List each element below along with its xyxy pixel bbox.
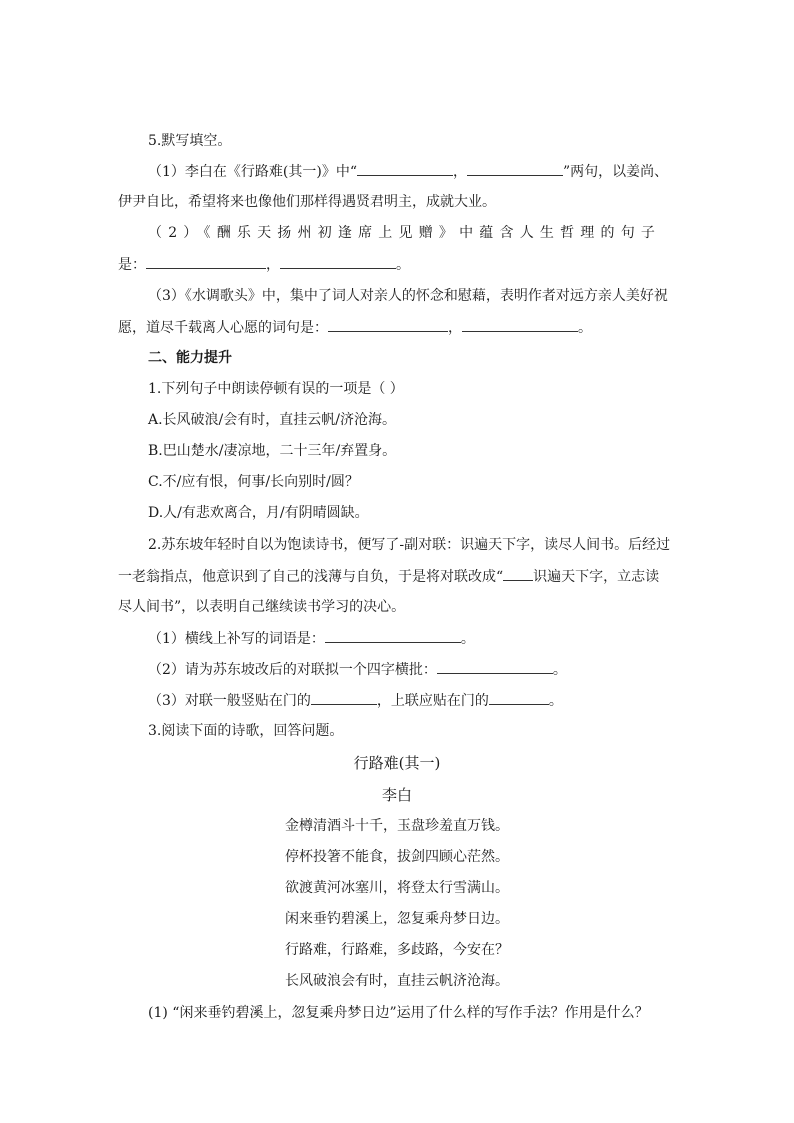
q2-sub1-text-a: （1）横线上补写的词语是： <box>148 631 325 647</box>
q1-option-c[interactable]: C.不/应有恨，何事/长向别时/圆？ <box>148 474 359 490</box>
poem-line-3: 欲渡黄河冰塞川，将登太行雪满山。 <box>285 880 509 896</box>
q5-item3-text-d: 。 <box>578 320 592 336</box>
q5-item2-line1: （2）《酬乐天扬州初逢席上见赠》中蕴含人生哲理的句子 <box>148 225 662 241</box>
q2-sub2-blank[interactable] <box>437 659 553 674</box>
q2-sub1-blank[interactable] <box>325 628 461 643</box>
q2-sub3 <box>148 690 563 711</box>
poem-line-6: 长风破浪会有时，直挂云帆济沧海。 <box>285 973 509 989</box>
q2-stem-text-c: 识遍天下字，立志读 <box>533 569 660 585</box>
poem-line-1: 金樽清酒斗十千，玉盘珍羞直万钱。 <box>285 818 509 834</box>
q5-heading: 5.默写填空。 <box>148 133 232 149</box>
q2-stem-blank[interactable] <box>503 566 533 581</box>
q5-item3-line2 <box>118 317 592 338</box>
q5-item1-text-c: ”两句，以姜尚、 <box>563 164 669 180</box>
q2-sub2-text-a: （2）请为苏东坡改后的对联拟一个四字横批： <box>148 662 437 678</box>
section2-heading: 二、能力提升 <box>148 350 232 366</box>
q5-item1-text-b: ， <box>453 164 467 180</box>
q1-option-a[interactable]: A.长风破浪/会有时，直挂云帆/济沧海。 <box>148 412 396 428</box>
q2-stem-line1: 2.苏东坡年轻时自以为饱读诗书，便写了-副对联：识遍天下字，读尽人间书。后经过 <box>148 537 671 553</box>
q5-item1-text-a: （1）李白在《行路难(其一)》中“ <box>148 164 357 180</box>
q1-stem: 1.下列句子中朗读停顿有误的一项是（ ） <box>148 381 404 397</box>
q5-item2-blank-1[interactable] <box>146 254 266 269</box>
q5-item2-text-b: 是： <box>118 257 146 273</box>
q5-item2-text-d: 。 <box>396 257 410 273</box>
q2-stem-line2 <box>118 566 659 587</box>
poem-line-2: 停杯投箸不能食，拔剑四顾心茫然。 <box>285 849 509 865</box>
q5-item3-text-c: ， <box>448 320 462 336</box>
q5-item3-blank-1[interactable] <box>328 317 448 332</box>
q2-sub1-text-b: 。 <box>460 631 475 647</box>
q5-item3-blank-2[interactable] <box>462 317 578 332</box>
q2-sub3-blank-1[interactable] <box>311 690 377 705</box>
q5-item3-text-b: 愿，道尽千载离人心愿的词句是： <box>118 320 328 336</box>
q5-item1-line2: 伊尹自比，希望将来也像他们那样得遇贤君明主，成就大业。 <box>118 194 496 210</box>
q5-item2-blank-2[interactable] <box>280 254 396 269</box>
q3-stem: 3.阅读下面的诗歌，回答问题。 <box>148 723 344 739</box>
q5-item1-line1 <box>148 161 668 182</box>
q2-stem-line3: 尽人间书”，以表明自己继续读书学习的决心。 <box>118 599 406 615</box>
q1-option-d[interactable]: D.人/有悲欢离合，月/有阴晴圆缺。 <box>148 505 369 521</box>
q1-option-b[interactable]: B.巴山楚水/凄凉地，二十三年/弃置身。 <box>148 443 397 459</box>
q2-sub3-text-b: ，上联应贴在门的 <box>376 693 489 709</box>
q5-item1-blank-1[interactable] <box>357 161 453 176</box>
q2-sub3-text-a: （3）对联一般竖贴在门的 <box>148 693 311 709</box>
q2-sub1 <box>148 628 475 649</box>
q5-item2-text-c: ， <box>266 257 280 273</box>
q3-sub1: (1) “闲来垂钓碧溪上，忽复乘舟梦日边”运用了什么样的写作手法？作用是什么？ <box>148 1005 649 1021</box>
q5-item2-line2 <box>118 254 410 275</box>
q5-item3-line1: （3）《水调歌头》中，集中了词人对亲人的怀念和慰藉，表明作者对远方亲人美好祝 <box>148 288 668 304</box>
q2-sub3-text-c: 。 <box>548 693 563 709</box>
q2-sub3-blank-2[interactable] <box>489 690 549 705</box>
poem-author: 李白 <box>381 786 412 804</box>
poem-line-5: 行路难，行路难，多歧路，今安在？ <box>285 942 509 958</box>
q2-sub2 <box>148 659 567 680</box>
poem-line-4: 闲来垂钓碧溪上，忽复乘舟梦日边。 <box>285 911 509 927</box>
q5-item1-blank-2[interactable] <box>467 161 563 176</box>
q2-stem-text-b: 一老翁指点，他意识到了自己的浅薄与自负，于是将对联改成“ <box>118 569 504 585</box>
q2-sub2-text-b: 。 <box>552 662 567 678</box>
poem-title: 行路难(其一) <box>353 754 441 772</box>
